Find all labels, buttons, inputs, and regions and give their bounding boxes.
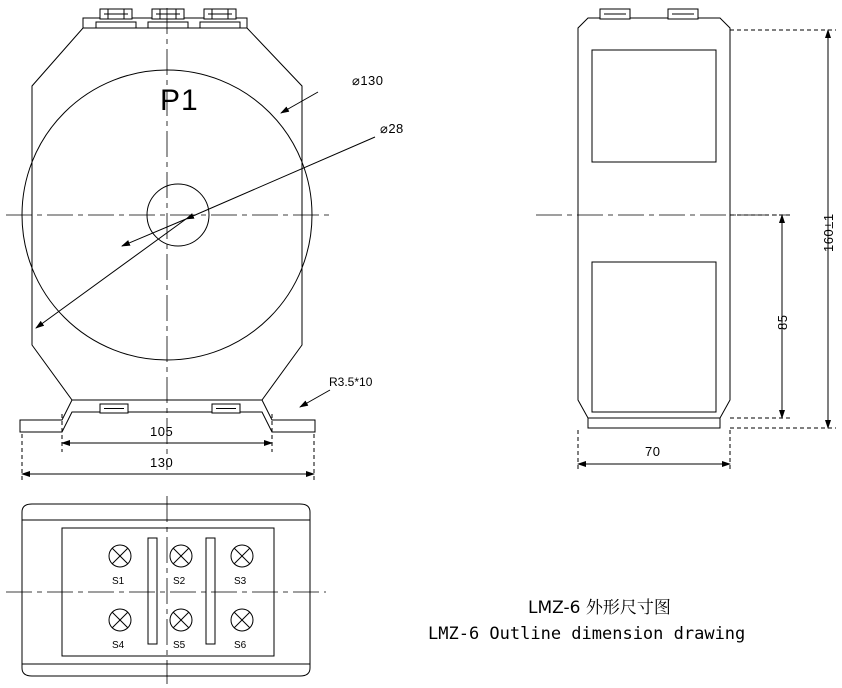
terminal-view	[6, 496, 326, 684]
front-view	[6, 8, 375, 482]
dim-label-depth: 70	[645, 444, 661, 459]
drawing-title-en: LMZ-6 Outline dimension drawing	[428, 624, 746, 644]
side-view	[536, 9, 836, 472]
terminal-screw-group	[109, 545, 253, 631]
terminal-label-s6: S6	[234, 640, 247, 651]
dim-label-width-outer: 130	[150, 455, 174, 470]
dim-label-width-inner: 105	[150, 424, 174, 439]
dim-label-height-mid: 85	[775, 314, 790, 330]
dim-label-dia-inner: ⌀28	[380, 121, 404, 136]
dim-label-height-total: 160±1	[821, 213, 836, 252]
drawing-title-cn: LMZ-6 外形尺寸图	[528, 598, 671, 618]
terminal-label-s4: S4	[112, 640, 125, 651]
phase-label-p1: P1	[160, 84, 199, 117]
terminal-label-s1: S1	[112, 576, 125, 587]
terminal-label-s3: S3	[234, 576, 247, 587]
top-terminal-screws	[96, 9, 240, 28]
dim-label-dia-outer: ⌀130	[352, 73, 384, 88]
dim-label-radius-note: R3.5*10	[329, 375, 373, 389]
terminal-label-s5: S5	[173, 640, 186, 651]
terminal-label-s2: S2	[173, 576, 186, 587]
